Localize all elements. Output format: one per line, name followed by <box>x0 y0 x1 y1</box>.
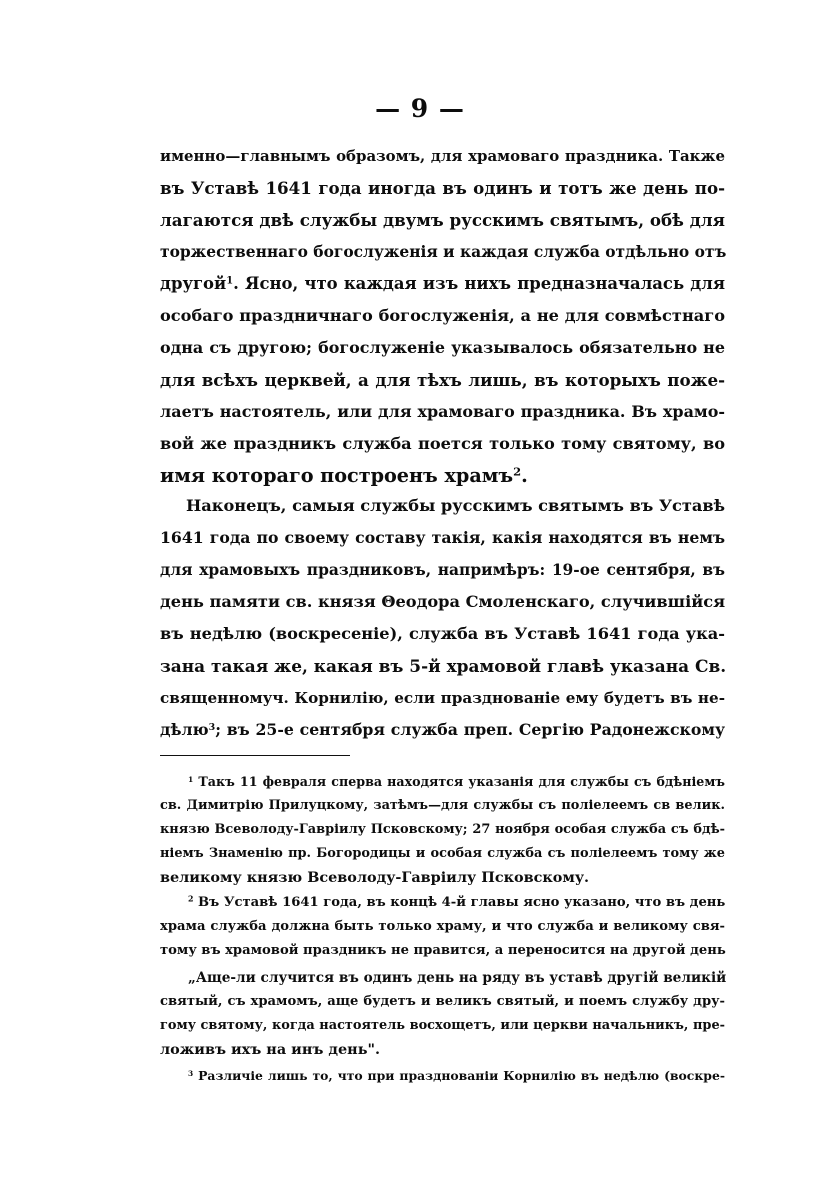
body-line-12: Наконецъ, самыя службы русскимъ святымъ въ Уставѣ <box>186 496 726 515</box>
footnote-2-line-3: тому въ храмовой праздникъ не правится, а переносится на другой день <box>160 943 726 958</box>
footnote-marker-3: 3 <box>188 1068 194 1078</box>
page-number: — 9 — <box>375 94 465 123</box>
footnote-2-line-4: „Аще-ли случится въ одинъ день на ряду въ уставѣ другій великій <box>188 970 727 986</box>
body-line-15: день памяти св. князя Θеодора Смоленскаго, случившійся <box>160 592 726 611</box>
footnote-1-line-2: св. Димитрію Прилуцкому, затѣмъ—для службы съ поліелеемъ св велик. <box>160 798 725 813</box>
footnote-1-line-1: $^1$ Такъ 11 февраля сперва находятся указанія для службы съ бдѣніемъ <box>188 774 725 789</box>
footnote-1-line-5: великому князю Всеволоду-Гавріилу Псковскому. <box>160 869 590 886</box>
body-line-2: въ Уставѣ 1641 года иногда въ одинъ и тотъ же день по- <box>160 178 725 198</box>
body-line-11: имя котораго построенъ храмъ$^2$. <box>160 464 528 487</box>
footnote-1-line-4: ніемъ Знаменію пр. Богородицы и особая служба съ поліелеемъ тому же <box>160 846 725 861</box>
footnote-3-line-1: $^3$ Различіе лишь то, что при празднованіи Корнилію въ недѣлю (воскре- <box>188 1068 725 1083</box>
footnote-2-line-5: святый, съ храмомъ, аще будетъ и великъ святый, и поемъ службу дру- <box>160 994 725 1009</box>
footnote-separator <box>160 755 350 756</box>
body-line-18: священномуч. Корнилію, если празднованіе ему будетъ въ не- <box>160 689 725 707</box>
body-line-7: одна съ другою; богослуженіе указывалось обязательно не <box>160 338 725 357</box>
body-line-8: для всѣхъ церквей, а для тѣхъ лишь, въ которыхъ поже- <box>160 370 725 390</box>
footnote-ref-2: 2 <box>513 464 522 479</box>
body-line-1: именно—главнымъ образомъ, для храмоваго праздника. Также <box>160 147 725 165</box>
body-line-19: дѣлю$^3$; въ 25-е сентября служба преп. Сергію Радонежскому <box>160 720 725 739</box>
body-line-17: зана такая же, какая въ 5-й храмовой главѣ указана Св. <box>160 656 727 676</box>
body-line-9: лаетъ настоятель, или для храмоваго праздника. Въ храмо- <box>160 402 725 421</box>
footnote-2-line-6: гому святому, когда настоятель восхощетъ, или церкви начальникъ, пре- <box>160 1018 725 1033</box>
footnote-ref-3: 3 <box>208 721 216 733</box>
body-line-3: лагаются двѣ службы двумъ русскимъ святымъ, обѣ для <box>160 210 725 230</box>
footnote-marker-1: 1 <box>188 774 194 784</box>
footnote-marker-2: 2 <box>188 894 194 904</box>
body-line-14: для храмовыхъ праздниковъ, напримѣръ: 19-ое сентября, въ <box>160 560 725 579</box>
body-line-16: въ недѣлю (воскресеніе), служба въ Уставѣ 1641 года ука- <box>160 624 725 643</box>
footnote-2-line-1: $^2$ Въ Уставѣ 1641 года, въ концѣ 4-й главы ясно указано, что въ день <box>188 894 726 910</box>
footnote-ref-1: 1 <box>226 275 234 287</box>
body-line-6: особаго праздничнаго богослуженія, а не для совмѣстнаго <box>160 306 725 325</box>
body-line-13: 1641 года по своему составу такія, какія находятся въ немъ <box>160 528 725 547</box>
footnote-2-line-2: храма служба должна быть только храму, и что служба и великому свя- <box>160 919 725 934</box>
body-line-4: торжественнаго богослуженія и каждая служба отдѣльно отъ <box>160 242 727 261</box>
body-line-5: другой$^1$. Ясно, что каждая изъ нихъ предназначалась для <box>160 274 725 293</box>
footnote-1-line-3: князю Всеволоду-Гавріилу Псковскому; 27 ноября особая служба съ бдѣ- <box>160 822 725 837</box>
body-line-10: вой же праздникъ служба поется только тому святому, во <box>160 434 725 453</box>
footnote-2-line-7: ложивъ ихъ на инъ день". <box>160 1041 380 1058</box>
